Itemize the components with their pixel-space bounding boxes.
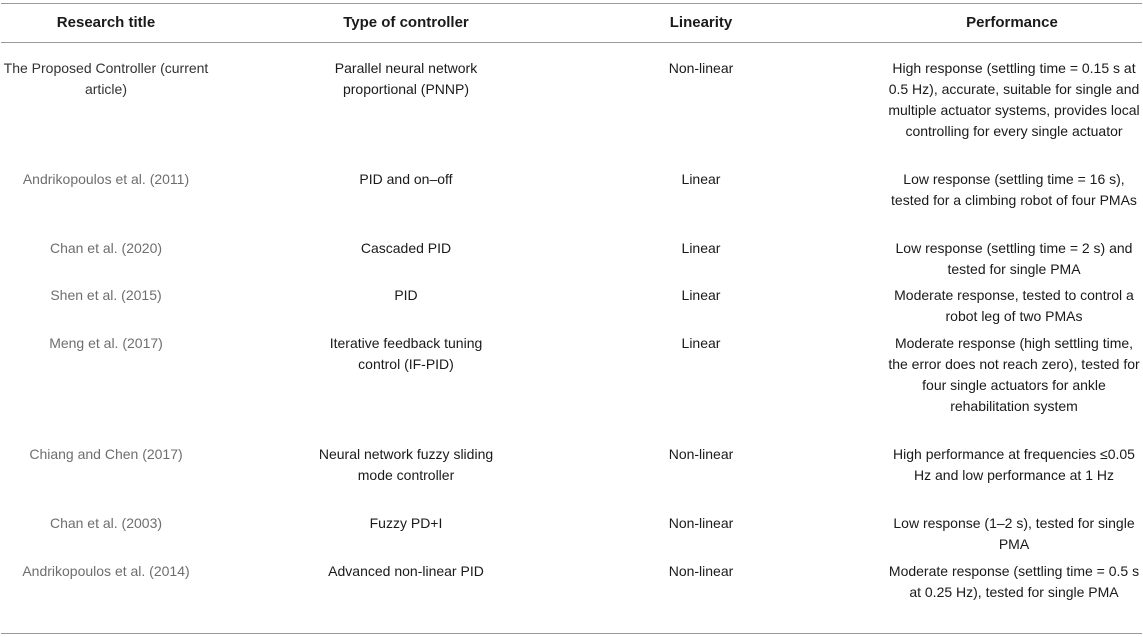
citation-link[interactable]: Andrikopoulos et al. (2014) (22, 563, 190, 579)
table-top-rule (1, 3, 1142, 4)
cell-performance: Moderate response (settling time = 0.5 s at 0.25 Hz), tested for single PMA (888, 563, 1140, 600)
cell-linearity: Non-linear (668, 563, 734, 579)
cell-linearity: Non-linear (668, 60, 734, 76)
comparison-table (1, 0, 1142, 637)
cell-performance: Low response (1–2 s), tested for single PMA (893, 515, 1135, 552)
header-performance: Performance (966, 14, 1058, 31)
citation-link[interactable]: Chan et al. (2003) (49, 515, 163, 531)
cell-performance: Low response (settling time = 2 s) and tested for single PMA (895, 240, 1133, 277)
header-rule (1, 42, 1142, 43)
cell-linearity: Linear (681, 171, 721, 187)
cell-performance: High response (settling time = 0.15 s at 0.5 Hz), accurate, suitable for single and multiple actuator systems, provides local controlling for every single actuator (888, 60, 1140, 139)
table-bottom-rule (1, 633, 1142, 634)
cell-linearity: Non-linear (668, 515, 734, 531)
citation-link[interactable]: Chiang and Chen (2017) (29, 446, 183, 462)
citation-link[interactable]: Meng et al. (2017) (49, 335, 163, 351)
cell-linearity: Linear (681, 335, 721, 351)
cell-controller-type: Parallel neural network proportional (PNNP) (334, 60, 478, 97)
cell-linearity: Linear (681, 240, 721, 256)
citation-link[interactable]: Shen et al. (2015) (50, 287, 162, 303)
cell-performance: High performance at frequencies ≤0.05 Hz and low performance at 1 Hz (893, 446, 1135, 483)
cell-controller-type: PID and on–off (359, 171, 453, 187)
cell-linearity: Non-linear (668, 446, 734, 462)
cell-performance: Moderate response, tested to control a robot leg of two PMAs (894, 287, 1134, 324)
cell-performance: Low response (settling time = 16 s), tested for a climbing robot of four PMAs (891, 171, 1137, 208)
header-controller-type: Type of controller (343, 14, 469, 31)
cell-controller-type: Fuzzy PD+I (369, 515, 443, 531)
citation-link[interactable]: Chan et al. (2020) (49, 240, 163, 256)
header-research-title: Research title (56, 14, 156, 31)
cell-controller-type: Cascaded PID (360, 240, 452, 256)
citation-link[interactable]: Andrikopoulos et al. (2011) (22, 171, 190, 187)
cell-controller-type: PID (394, 287, 418, 303)
cell-linearity: Linear (681, 287, 721, 303)
header-linearity: Linearity (669, 14, 733, 31)
cell-controller-type: Advanced non-linear PID (328, 563, 484, 579)
cell-controller-type: Neural network fuzzy sliding mode controller (318, 446, 494, 483)
cell-controller-type: Iterative feedback tuning control (IF-PID) (329, 335, 483, 372)
cell-research-title: The Proposed Controller (current article) (3, 60, 209, 97)
cell-performance: Moderate response (high settling time, the error does not reach zero), tested for four single actuators for ankle rehabilitation system (888, 335, 1140, 414)
